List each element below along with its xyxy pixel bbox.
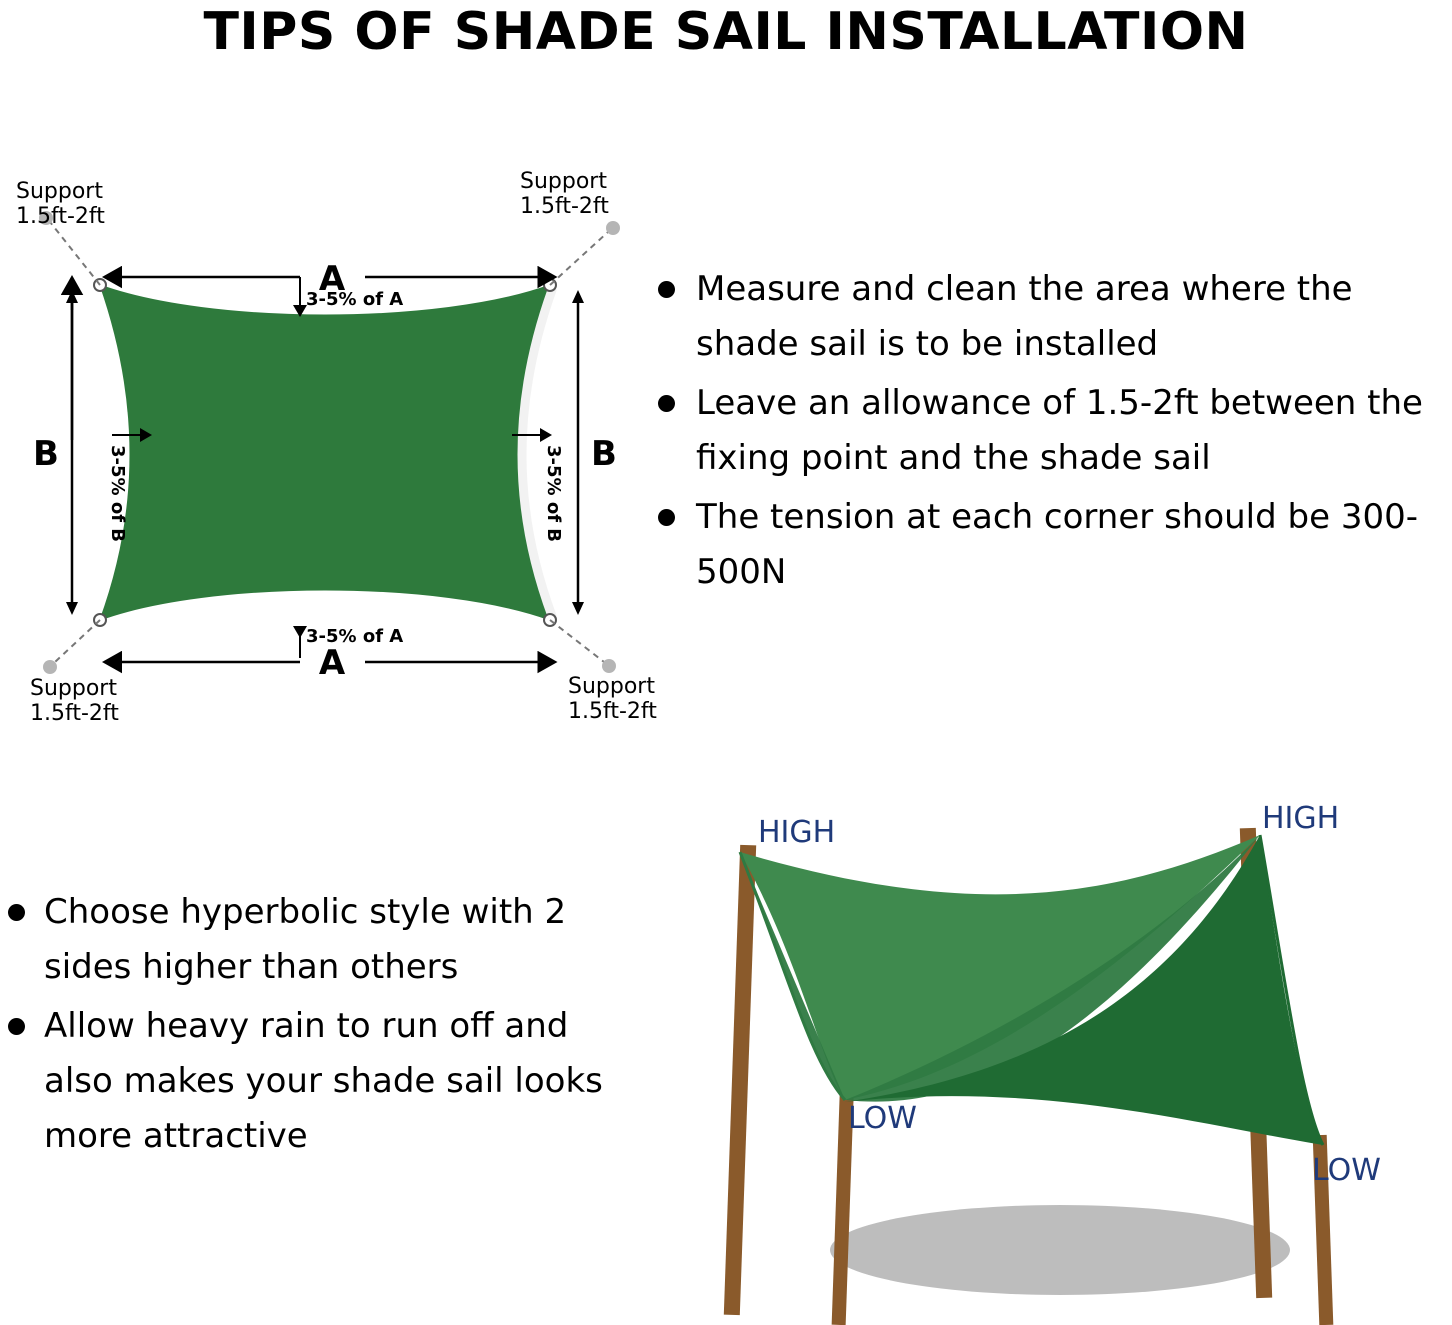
list-item: Leave an allowance of 1.5-2ft between the fixing point and the shade sail: [652, 376, 1452, 486]
list-item: The tension at each corner should be 300-500N: [652, 490, 1452, 600]
support-label-top-left-line2: 1.5ft-2ft: [16, 204, 105, 229]
support-line-top-left: [50, 222, 100, 285]
label-high-left: HIGH: [758, 815, 836, 850]
label-dimension-A-top: A: [318, 259, 346, 299]
support-anchor-top-right: [606, 221, 620, 235]
list-item: Allow heavy rain to run off and also makes your shade sail looks more attractive: [0, 999, 640, 1164]
post-high-left: [724, 845, 756, 1315]
support-label-bottom-right-line2: 1.5ft-2ft: [568, 699, 657, 724]
support-label-top-right-line1: Support: [520, 169, 607, 194]
list-item: Choose hyperbolic style with 2 sides higher than others: [0, 885, 640, 995]
label-low-right: LOW: [1312, 1153, 1381, 1188]
label-dimension-B-right: B: [591, 434, 617, 474]
rectangular-sail-diagram: [0, 150, 660, 750]
label-curve-top: 3-5% of A: [306, 289, 404, 310]
support-label-top-left-line1: Support: [16, 179, 103, 204]
sail-shape: [100, 285, 550, 620]
support-label-top-right-line2: 1.5ft-2ft: [520, 194, 609, 219]
label-curve-right: 3-5% of B: [543, 445, 564, 543]
support-label-bottom-left-line2: 1.5ft-2ft: [30, 701, 119, 726]
support-label-bottom-left-line1: Support: [30, 676, 117, 701]
support-anchor-bottom-right: [602, 659, 616, 673]
support-anchor-bottom-left: [43, 660, 57, 674]
support-line-top-right: [550, 232, 608, 285]
label-low-left: LOW: [848, 1101, 917, 1136]
tips-list-bottom: [0, 885, 640, 1168]
hyperbolic-sail-diagram: [640, 780, 1452, 1325]
support-label-bottom-right-line1: Support: [568, 674, 655, 699]
support-line-bottom-right: [550, 620, 604, 662]
tips-list-top: [652, 262, 1452, 604]
label-high-right: HIGH: [1262, 801, 1340, 836]
label-dimension-A-bottom: A: [318, 643, 346, 683]
page-title: TIPS OF SHADE SAIL INSTALLATION: [203, 2, 1249, 62]
arrowhead-left-bottom: [66, 602, 78, 615]
label-curve-left: 3-5% of B: [107, 445, 128, 543]
list-item: Measure and clean the area where the shade sail is to be installed: [652, 262, 1452, 372]
arrowhead-right-bottom: [572, 602, 584, 615]
ground-shadow: [830, 1205, 1290, 1295]
label-dimension-B-left: B: [33, 434, 59, 474]
label-curve-bottom: 3-5% of A: [306, 626, 404, 647]
support-line-bottom-left: [55, 620, 100, 662]
